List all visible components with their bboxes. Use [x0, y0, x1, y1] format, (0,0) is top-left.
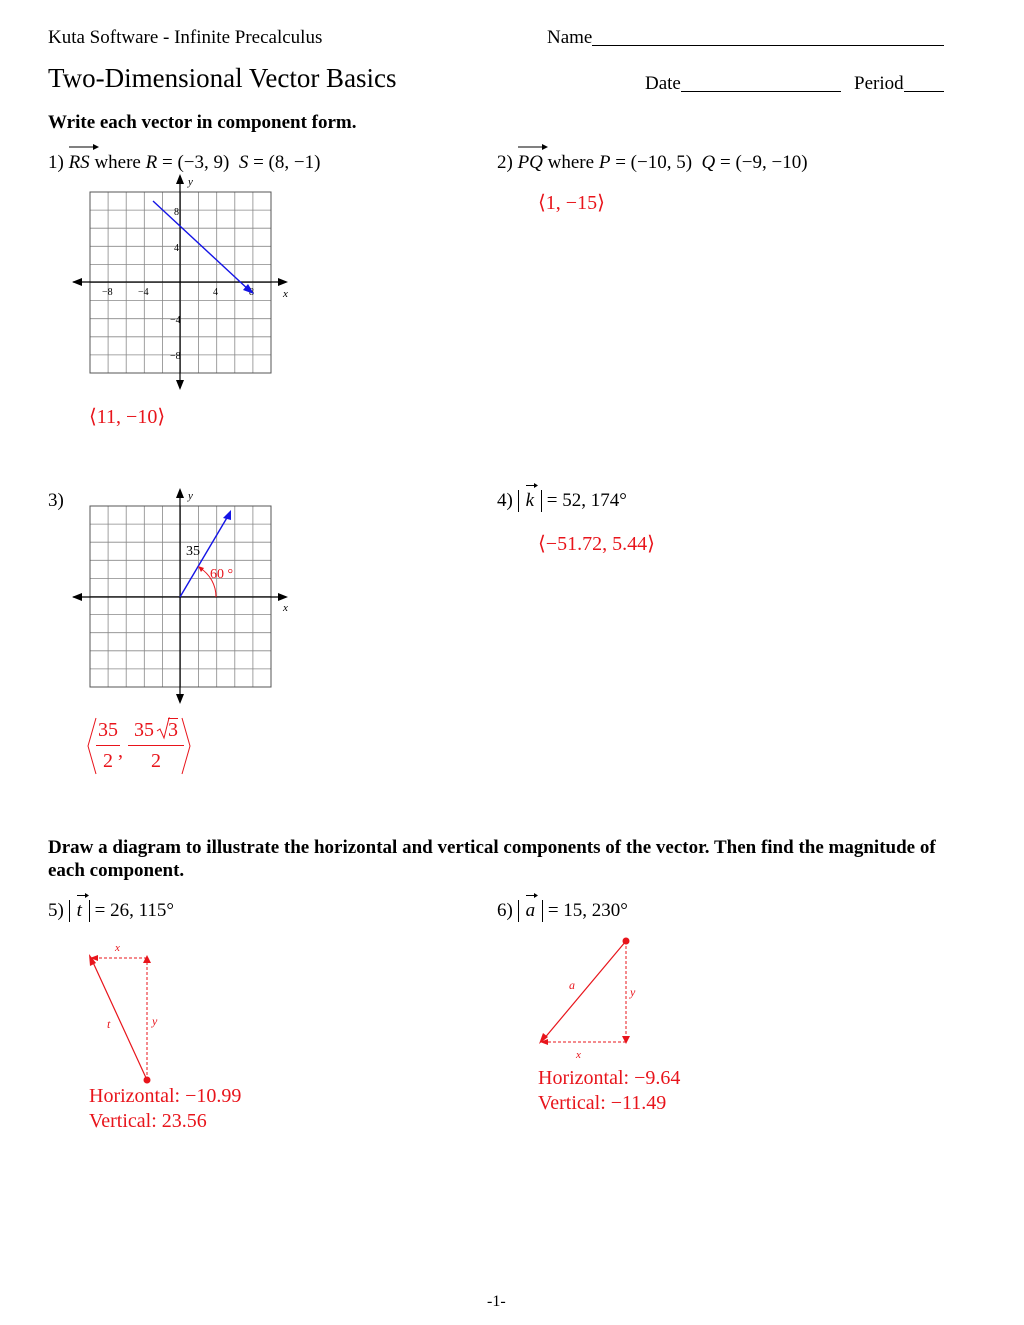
problem-number: 1): [48, 152, 64, 173]
problem-number: 2): [497, 152, 513, 173]
point-s-name: S: [238, 152, 249, 173]
magnitude-bars: [518, 490, 542, 512]
y-tick-label: 4: [174, 243, 179, 254]
angle-label: 60 °: [210, 567, 234, 582]
magnitude-bars: [69, 900, 90, 922]
x-component-label: x: [115, 942, 120, 954]
vector-label: a: [569, 978, 575, 992]
section2-instruction: Draw a diagram to illustrate the horizontal and vertical components of the vector. Then find the magnitude of each component.: [48, 837, 936, 881]
page-title: Two-Dimensional Vector Basics: [48, 63, 397, 93]
x-tick-label: −8: [102, 287, 113, 298]
problem-2-answer: ⟨1, −15⟩: [538, 192, 605, 214]
y-tick-label: 8: [174, 207, 179, 218]
answer-numerator-1: 35: [98, 719, 118, 741]
x-axis-label: x: [283, 602, 288, 614]
section1-instruction: Write each vector in component form.: [48, 112, 357, 133]
graph-1: [68, 170, 298, 395]
x-axis-label: x: [283, 288, 288, 300]
vector-k: k: [526, 490, 534, 512]
problem-3-number: 3): [48, 490, 64, 511]
problem-5-vertical: Vertical: 23.56: [89, 1110, 207, 1132]
y-axis-label: y: [188, 490, 193, 502]
x-tick-label: 4: [213, 287, 218, 298]
magnitude-direction: = 52, 174°: [546, 490, 627, 511]
vector-label: t: [107, 1017, 111, 1031]
magnitude-direction: = 15, 230°: [547, 900, 628, 921]
point-r-name: R: [145, 152, 158, 173]
vector-pq: PQ: [518, 152, 543, 174]
y-axis-label: y: [188, 176, 193, 188]
problem-6-statement: [497, 900, 628, 922]
period-label: Period: [854, 73, 904, 94]
point-q-value: (−9, −10): [735, 152, 808, 173]
date-label: Date: [645, 73, 681, 94]
period-field[interactable]: [854, 73, 944, 95]
vector-arrowhead: [223, 510, 231, 520]
problem-number: 6): [497, 900, 513, 921]
point-s-value: (8, −1): [268, 152, 321, 173]
page-number: -1-: [487, 1293, 506, 1310]
where-label: where: [94, 152, 141, 173]
vector-rs: RS: [69, 152, 90, 174]
diagram-5: [80, 935, 170, 1090]
answer-numerator-2: 35 3: [128, 719, 184, 742]
problem-6-vertical: Vertical: −11.49: [538, 1092, 667, 1114]
publisher-label: Kuta Software - Infinite Precalculus: [48, 27, 323, 48]
problem-4-answer: ⟨−51.72, 5.44⟩: [538, 533, 655, 555]
vector-t-line: [91, 958, 147, 1080]
vector-a: a: [526, 900, 536, 922]
point-r-value: (−3, 9): [177, 152, 230, 173]
x-tick-label: −4: [138, 287, 149, 298]
magnitude-direction: = 26, 115°: [94, 900, 174, 921]
problem-1-answer: ⟨11, −10⟩: [89, 406, 166, 428]
problem-6-horizontal: Horizontal: −9.64: [538, 1067, 681, 1089]
problem-5-statement: [48, 900, 174, 922]
name-label: Name: [547, 27, 593, 48]
problem-2-statement: 2) PQ where P = (−10, 5) Q = (−9, −10): [497, 152, 808, 174]
answer-denominator-2: 2: [128, 745, 184, 773]
point-q-name: Q: [701, 152, 716, 173]
x-component-label: x: [576, 1049, 581, 1061]
problem-4-statement: [497, 490, 627, 512]
right-angle-bracket: [180, 717, 192, 775]
y-tick-label: −4: [170, 315, 181, 326]
point-p-name: P: [598, 152, 611, 173]
where-label: where: [547, 152, 595, 173]
point-p-value: (−10, 5): [630, 152, 693, 173]
answer-denominator-1: 2: [96, 745, 120, 773]
problem-number: 4): [497, 490, 513, 511]
y-tick-label: −8: [170, 351, 181, 362]
problem-number: 5): [48, 900, 64, 921]
answer-comma: ,: [118, 740, 123, 762]
y-component-label: y: [630, 985, 636, 999]
graph-3: [68, 484, 298, 709]
magnitude-bars: [518, 900, 544, 922]
problem-1-statement: 1) RS where R = (−3, 9) S = (8, −1): [48, 152, 320, 174]
length-label: 35: [186, 544, 200, 559]
name-field[interactable]: [547, 27, 944, 49]
date-field[interactable]: [645, 73, 841, 95]
vector-a-line: [543, 941, 626, 1040]
vector-t: t: [77, 900, 82, 922]
problem-5-horizontal: Horizontal: −10.99: [89, 1085, 242, 1107]
diagram-6: [530, 930, 640, 1065]
y-component-label: y: [152, 1014, 158, 1028]
